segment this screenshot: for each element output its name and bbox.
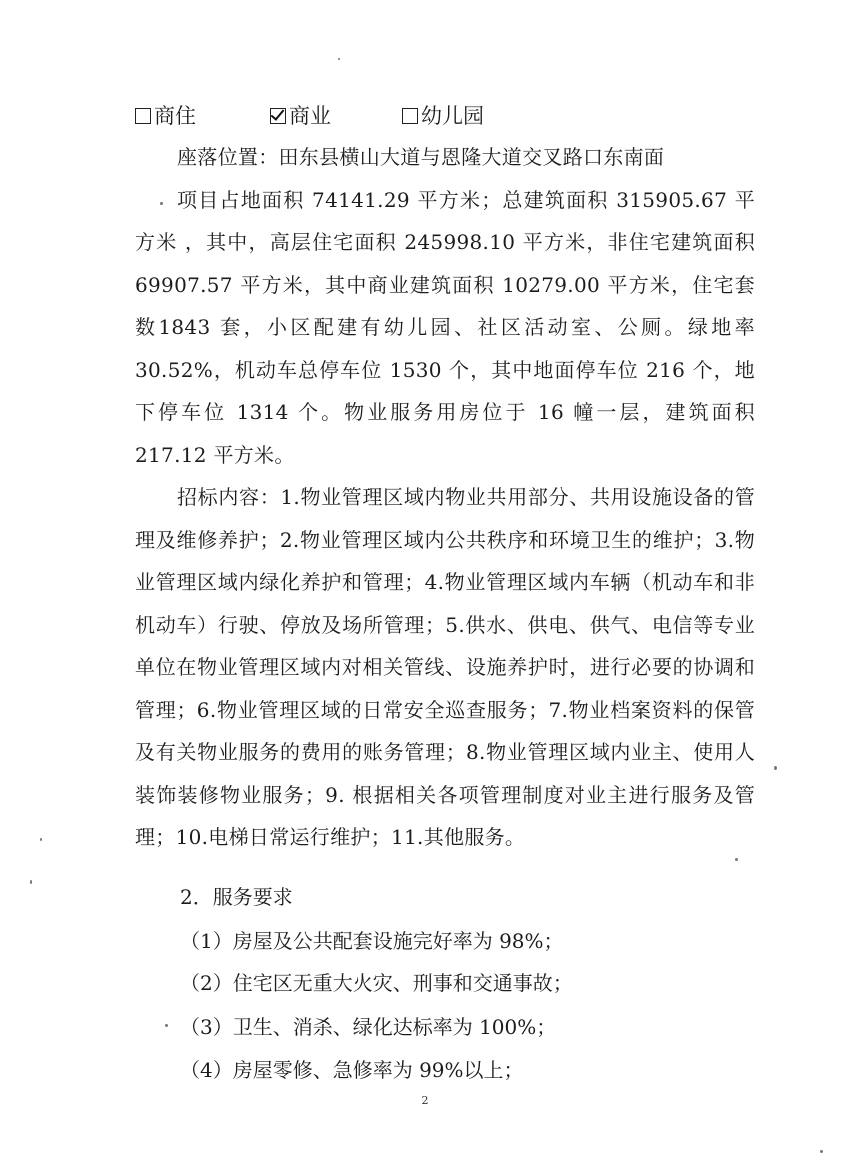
requirement-item: （3）卫生、消杀、绿化达标率为 100%； <box>180 1015 557 1039</box>
service-heading: 2．服务要求 <box>180 885 293 909</box>
tender-content-paragraph: 招标内容：1.物业管理区域内物业共用部分、共用设施设备的管理及维修养护；2.物业管理区域内公共秩序和环境卫生的维护；3.物业管理区域内绿化养护和管理；4.物业管理区域内车辆（机动车和非机动车）行驶、停放及场所管理；5.供水、供电、供气、电信等专业单位在物业管理区域内对相关管线、设施养护时，进行必要的协调和管理；6.物业管理区域的日常安全巡查服务；7.物业档案资料的保管及有关物业服务的费用的账务管理；8.物业管理区域内业主、使用人装饰装修物业服务；9. 根据相关各项管理制度对业主进行服务及管理；10.电梯日常运行维护；11.其他服务。 <box>135 485 755 849</box>
checkbox-shangzhu <box>135 100 196 132</box>
scan-speck <box>30 880 32 884</box>
requirement-item: （4）房屋零修、急修率为 99%以上； <box>180 1058 524 1082</box>
requirement-item: （2）住宅区无重大火灾、刑事和交通事故； <box>180 971 573 995</box>
checkbox-youeryuan <box>402 100 484 132</box>
checkbox-label: 商住 <box>154 104 196 128</box>
checkbox-unchecked-icon <box>135 108 151 124</box>
scan-speck <box>338 58 340 60</box>
page-number: 2 <box>421 1094 429 1107</box>
checkbox-shangye <box>270 100 331 132</box>
scan-speck <box>820 1150 823 1153</box>
body-text <box>135 136 755 859</box>
scan-speck <box>40 838 42 841</box>
requirement-item: （1）房屋及公共配套设施完好率为 98%； <box>180 929 564 953</box>
checkbox-label: 商业 <box>289 104 331 128</box>
scan-speck <box>735 858 738 861</box>
location-paragraph: 座落位置：田东县横山大道与恩隆大道交叉路口东南面 <box>177 145 665 169</box>
scan-speck <box>160 202 163 205</box>
scan-speck <box>774 766 777 770</box>
scan-speck <box>165 1024 168 1027</box>
checkbox-unchecked-icon <box>402 108 418 124</box>
checkbox-checked-icon <box>270 108 286 124</box>
checkbox-label: 幼儿园 <box>421 104 484 128</box>
project-info-paragraph: 项目占地面积 74141.29 平方米；总建筑面积 315905.67 平方米 ，其中，高层住宅面积 245998.10 平方米，非住宅建筑面积 69907.57 平方米，其中商业建筑面积 10279.00 平方米，住宅套数1843 套，小区配建有幼儿园、社区活动室、公厕。绿地率 30.52%，机动车总停车位 1530 个，其中地面停车位 216 个，地下停车位 1314 个。物业服务用房位于 16 幢一层，建筑面积 217.12 平方米。 <box>135 187 755 467</box>
